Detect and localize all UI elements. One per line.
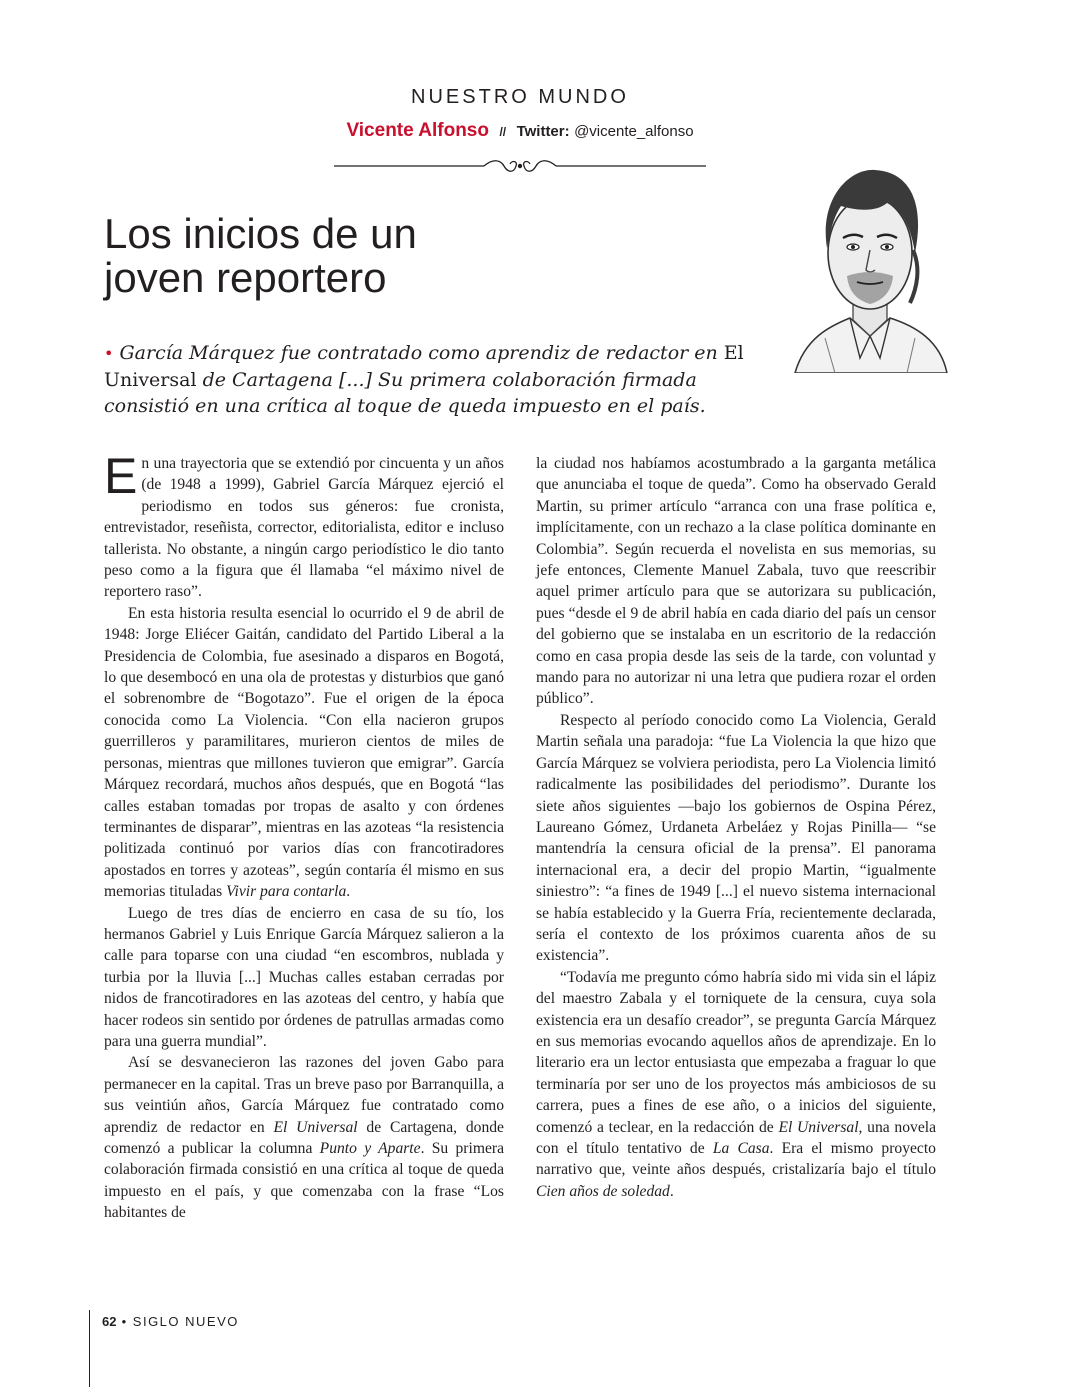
paragraph-text: Respecto al período conocido como La Violencia, Gerald Martin señala una paradoja: “fue La Violencia la que hizo que García Márquez se volviera periodista, pero La Violencia limitó radicalmente las posibilidades del periodismo”. Durante los siete años siguientes —bajo los gobiernos de Ospina Pérez, Laureano Gómez, Urdaneta Arbeláez y Rojas Pinilla— “se mantendría la censura oficial de la prensa”. El panorama internacional era, a decir del propio Martin, “igualmente siniestro”: “a fines de 1949 [...] el nuevo sistema internacional se había establecido y la Guerra Fría, recientemente declarada, sería el contexto de los próximos cuarenta años de su existencia”. (536, 711, 936, 965)
article-lede (104, 340, 744, 419)
title-line-2: joven reportero (104, 254, 387, 301)
paragraph-text: . (346, 883, 351, 901)
byline (300, 120, 740, 142)
lede-publication: El Universal (104, 342, 744, 391)
novel-title: Cien años de soledad (536, 1182, 670, 1200)
drop-cap: E (104, 448, 138, 504)
author-name: Vicente Alfonso (346, 120, 489, 141)
section-label: NUESTRO MUNDO (411, 86, 629, 108)
paragraph (104, 448, 504, 603)
page-number: 62 (102, 1314, 117, 1329)
paragraph (536, 710, 936, 967)
lede-text-1: García Márquez fue contratado como aprendiz de redactor en (119, 342, 718, 364)
title-line-1: Los inicios de un (104, 210, 417, 257)
article-title (104, 212, 704, 300)
working-title: La Casa (712, 1140, 770, 1157)
twitter-handle[interactable]: @vicente_alfonso (574, 123, 694, 140)
paragraph-text: de Cartagena, donde comenzó a publicar la columna (104, 1118, 504, 1157)
flourish-divider-icon (334, 155, 706, 177)
byline-separator: // (499, 125, 507, 139)
paragraph-text: , una novela con el título tentativo de (536, 1118, 936, 1157)
paragraph (536, 967, 936, 1202)
lede-text-2: de Cartagena [...] Su primera colaboración firmada consistió en una crítica al toque de queda impuesto en el país. (104, 369, 706, 417)
column-title: Punto y Aparte (319, 1140, 421, 1157)
lede-bullet-icon: • (104, 344, 114, 363)
paragraph-text: Así se desvanecieron las razones del joven Gabo para permanecer en la capital. Tras un breve paso por Barranquilla, a sus veintiún años, García Márquez fue contratado como aprendiz de redactor en (104, 1054, 504, 1136)
page-footer (102, 1314, 239, 1329)
paragraph-text: . Era el mismo proyecto narrativo que, veinte años después, cristalizaría bajo el título (536, 1140, 936, 1179)
paragraph-text: En esta historia resulta esencial lo ocurrido el 9 de abril de 1948: Jorge Eliécer Gaitán, candidato del Partido Liberal a la Presidencia de Colombia, fue asesinado a disparos en Bogotá, lo que desembocó en una ola de protestas y disturbios que ganó el sobrenombre de “Bogotazo”. Fue el origen de la época conocida como La Violencia. “Con ella nacieron grupos guerrilleros y paramilitares, murieron cientos de miles de personas, mientras que millones tuvieron que emigrar”. García Márquez recordará, muchos años después, que en Bogotá “las calles estaban tomadas por tropas de asalto y con órdenes terminantes de disparar”, mientras en las azoteas “la resistencia politizada continuó por varios días con francotiradores apostados en torres y azoteas”, según contaría él mismo en sus memorias tituladas (104, 604, 504, 901)
newspaper-title: El Universal (273, 1118, 358, 1136)
footer-rule (89, 1310, 90, 1387)
publication-name: SIGLO NUEVO (132, 1314, 239, 1329)
newspaper-title: El Universal (778, 1118, 859, 1136)
paragraph (104, 1052, 504, 1223)
paragraph (104, 603, 504, 903)
paragraph-text: la ciudad nos habíamos acostumbrado a la garganta metálica que anunciaba el toque de queda”. Como ha observado Gerald Martin, su primer artículo “arranca con una frase política e, implícitamente, con un rechazo a la clase política dominante en Colombia”. Según recuerda el novelista en sus memorias, su jefe entonces, Clemente Manuel Zabala, tuvo que reescribir aquel primer artículo para que se autorizara su publicación, pues “desde el 9 de abril había en cada diario del país un censor del gobierno que se instalaba en un escritorio de la redacción como en casa propia desde las seis de la tarde, con voluntad y mando para no autorizar ni una letra que pudiera rozar el orden público”. (536, 455, 936, 708)
paragraph-text: . Su primera colaboración firmada consistió en una crítica al toque de queda impuesto en el país, y que comenzaba con la frase “Los habitantes de (104, 1140, 504, 1222)
article-column-right (536, 453, 936, 1202)
paragraph (104, 903, 504, 1053)
book-title: Vivir para contarla (226, 883, 347, 901)
article-column-left (104, 448, 504, 1224)
paragraph (536, 453, 936, 710)
author-portrait-icon (775, 158, 965, 373)
paragraph-text: . (669, 1182, 674, 1200)
footer-dot: • (121, 1314, 128, 1329)
paragraph-text: “Todavía me pregunto cómo habría sido mi vida sin el lápiz del maestro Zabala y el torniquete de la censura, cuya sola existencia era un desafío creador”, se pregunta García Márquez en sus memorias evocando aquellos años de aprendizaje. En lo literario era un lector entusiasta que empezaba a fraguar lo que terminaría por ser uno de los proyectos más ambiciosos de su carrera, pues a fines de ese año, o a inicios del siguiente, comenzó a teclear, en la redacción de (536, 968, 936, 1136)
paragraph-text: n una trayectoria que se extendió por cincuenta y un años (de 1948 a 1999), Gabriel García Márquez ejerció el periodismo en todos sus géneros: fue cronista, entrevistador, reseñista, corrector, editorialista, editor e incluso tallerista. No obstante, a ningún cargo periodístico le dio tanto peso como a la figura que él llamaba “el máximo nivel de reportero raso”. (104, 455, 504, 601)
twitter-label: Twitter: (516, 123, 570, 140)
paragraph-text: Luego de tres días de encierro en casa de su tío, los hermanos Gabriel y Luis Enrique García Márquez salieron a la calle para toparse con una ciudad “en escombros, nublada y turbia por la lluvia [...] Muchas calles estaban cerradas por nidos de francotiradores en las azoteas del centro, y había que hacer rodeos sin sentido por órdenes de patrullas armadas como para una guerra mundial”. (104, 904, 504, 1050)
